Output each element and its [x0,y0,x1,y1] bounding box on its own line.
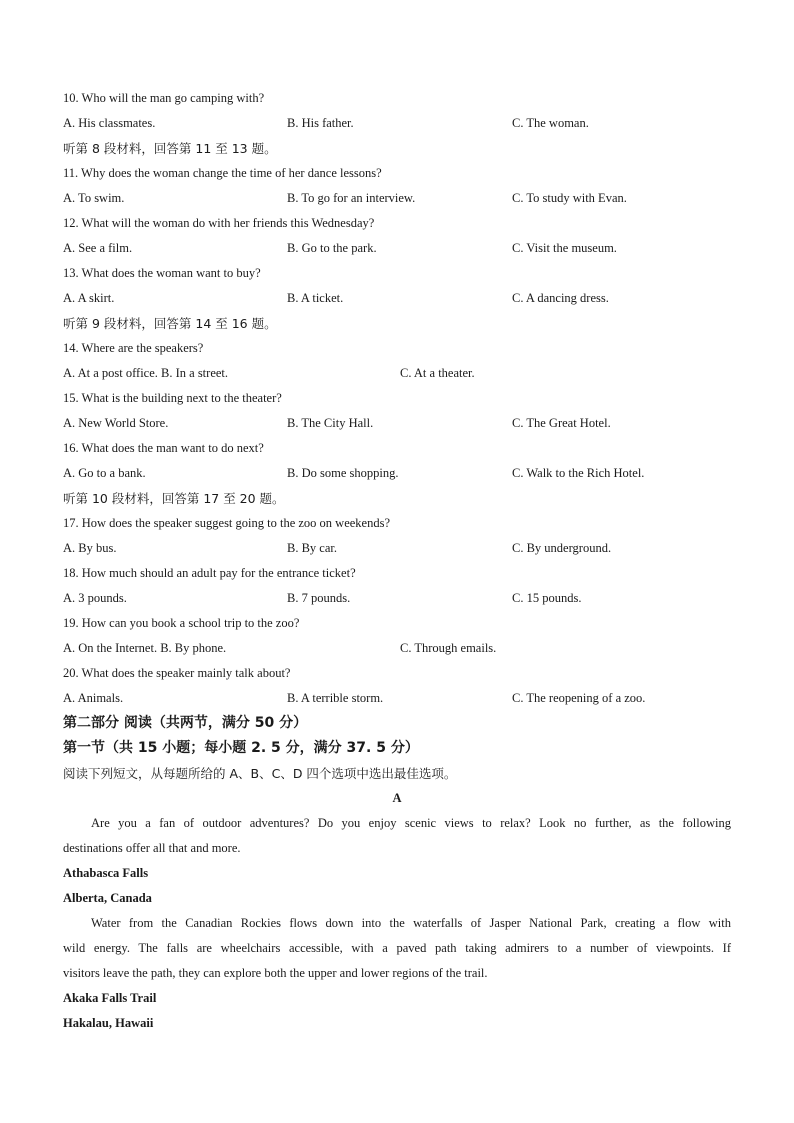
options-row [63,461,731,486]
question-stem: 10. Who will the man go camping with? [63,91,265,105]
answer-option: A. See a film. [63,241,133,255]
destination-location: Hakalau, Hawaii [63,1016,154,1030]
answer-option: A. His classmates. [63,116,156,130]
section-one-title: 第一节（共 15 小题；每小题 2. 5 分，满分 37. 5 分） [63,740,419,756]
answer-option: C. At a theater. [400,366,475,380]
answer-option: C. The woman. [512,116,589,130]
answer-option: A. To swim. [63,191,125,205]
answer-option: A. By bus. [63,541,117,555]
destination-description [63,911,731,986]
section-note: 听第 8 段材料，回答第 11 至 13 题。 [63,141,277,156]
answer-option: A. On the Internet. B. By phone. [63,641,227,655]
answer-option: B. Do some shopping. [287,466,399,480]
answer-option: C. Walk to the Rich Hotel. [512,466,645,480]
answer-option: B. 7 pounds. [287,591,351,605]
answer-option: B. By car. [287,541,337,555]
description-line: visitors leave the path, they can explore both the upper and lower regions of the trail. [63,966,488,980]
question-stem: 18. How much should an adult pay for the entrance ticket? [63,566,356,580]
reading-instruction: 阅读下列短文，从每题所给的 A、B、C、D 四个选项中选出最佳选项。 [63,766,457,781]
options-row [63,536,731,561]
intro-line: Are you a fan of outdoor adventures? Do you enjoy scenic views to relax? Look no further, as the following [91,816,731,830]
answer-option: A. New World Store. [63,416,169,430]
answer-option: A. Animals. [63,691,124,705]
question-stem: 15. What is the building next to the theater? [63,391,282,405]
answer-option: A. Go to a bank. [63,466,146,480]
answer-option: B. A terrible storm. [287,691,384,705]
destination-name: Akaka Falls Trail [63,991,157,1005]
description-line: wild energy. The falls are wheelchairs accessible, with a paved path taking admirers to a number of viewpoints. If [63,941,731,955]
options-row [63,636,731,661]
options-row [63,586,731,611]
description-line: Water from the Canadian Rockies flows down into the waterfalls of Jasper National Park, creating a flow with [91,916,731,930]
answer-option: A. A skirt. [63,291,115,305]
options-row [63,186,731,211]
document-page [63,86,731,1036]
question-stem: 19. How can you book a school trip to the zoo? [63,616,300,630]
intro-line: destinations offer all that and more. [63,841,241,855]
question-stem: 13. What does the woman want to buy? [63,266,261,280]
question-stem: 14. Where are the speakers? [63,341,204,355]
listening-section [63,86,731,711]
options-row [63,111,731,136]
answer-option: C. The reopening of a zoo. [512,691,646,705]
destination-name: Athabasca Falls [63,866,149,880]
answer-option: B. A ticket. [287,291,344,305]
options-row [63,286,731,311]
answer-option: C. Visit the museum. [512,241,617,255]
answer-option: B. The City Hall. [287,416,374,430]
question-stem: 20. What does the speaker mainly talk about? [63,666,291,680]
part-two-title: 第二部分 阅读（共两节，满分 50 分） [63,715,308,731]
answer-option: C. Through emails. [400,641,497,655]
options-row [63,361,731,386]
section-note: 听第 10 段材料，回答第 17 至 20 题。 [63,491,285,506]
section-note: 听第 9 段材料，回答第 14 至 16 题。 [63,316,277,331]
answer-option: A. At a post office. B. In a street. [63,366,229,380]
answer-option: A. 3 pounds. [63,591,127,605]
answer-option: B. To go for an interview. [287,191,416,205]
options-row [63,686,731,711]
answer-option: C. A dancing dress. [512,291,609,305]
answer-option: B. Go to the park. [287,241,377,255]
passage-intro [63,811,731,861]
answer-option: B. His father. [287,116,354,130]
destination-location: Alberta, Canada [63,891,152,905]
passage-label: A [392,791,402,805]
options-row [63,411,731,436]
options-row [63,236,731,261]
answer-option: C. By underground. [512,541,612,555]
answer-option: C. To study with Evan. [512,191,627,205]
answer-option: C. 15 pounds. [512,591,582,605]
answer-option: C. The Great Hotel. [512,416,611,430]
question-stem: 11. Why does the woman change the time of her dance lessons? [63,166,382,180]
question-stem: 17. How does the speaker suggest going to the zoo on weekends? [63,516,391,530]
question-stem: 16. What does the man want to do next? [63,441,264,455]
question-stem: 12. What will the woman do with her friends this Wednesday? [63,216,375,230]
